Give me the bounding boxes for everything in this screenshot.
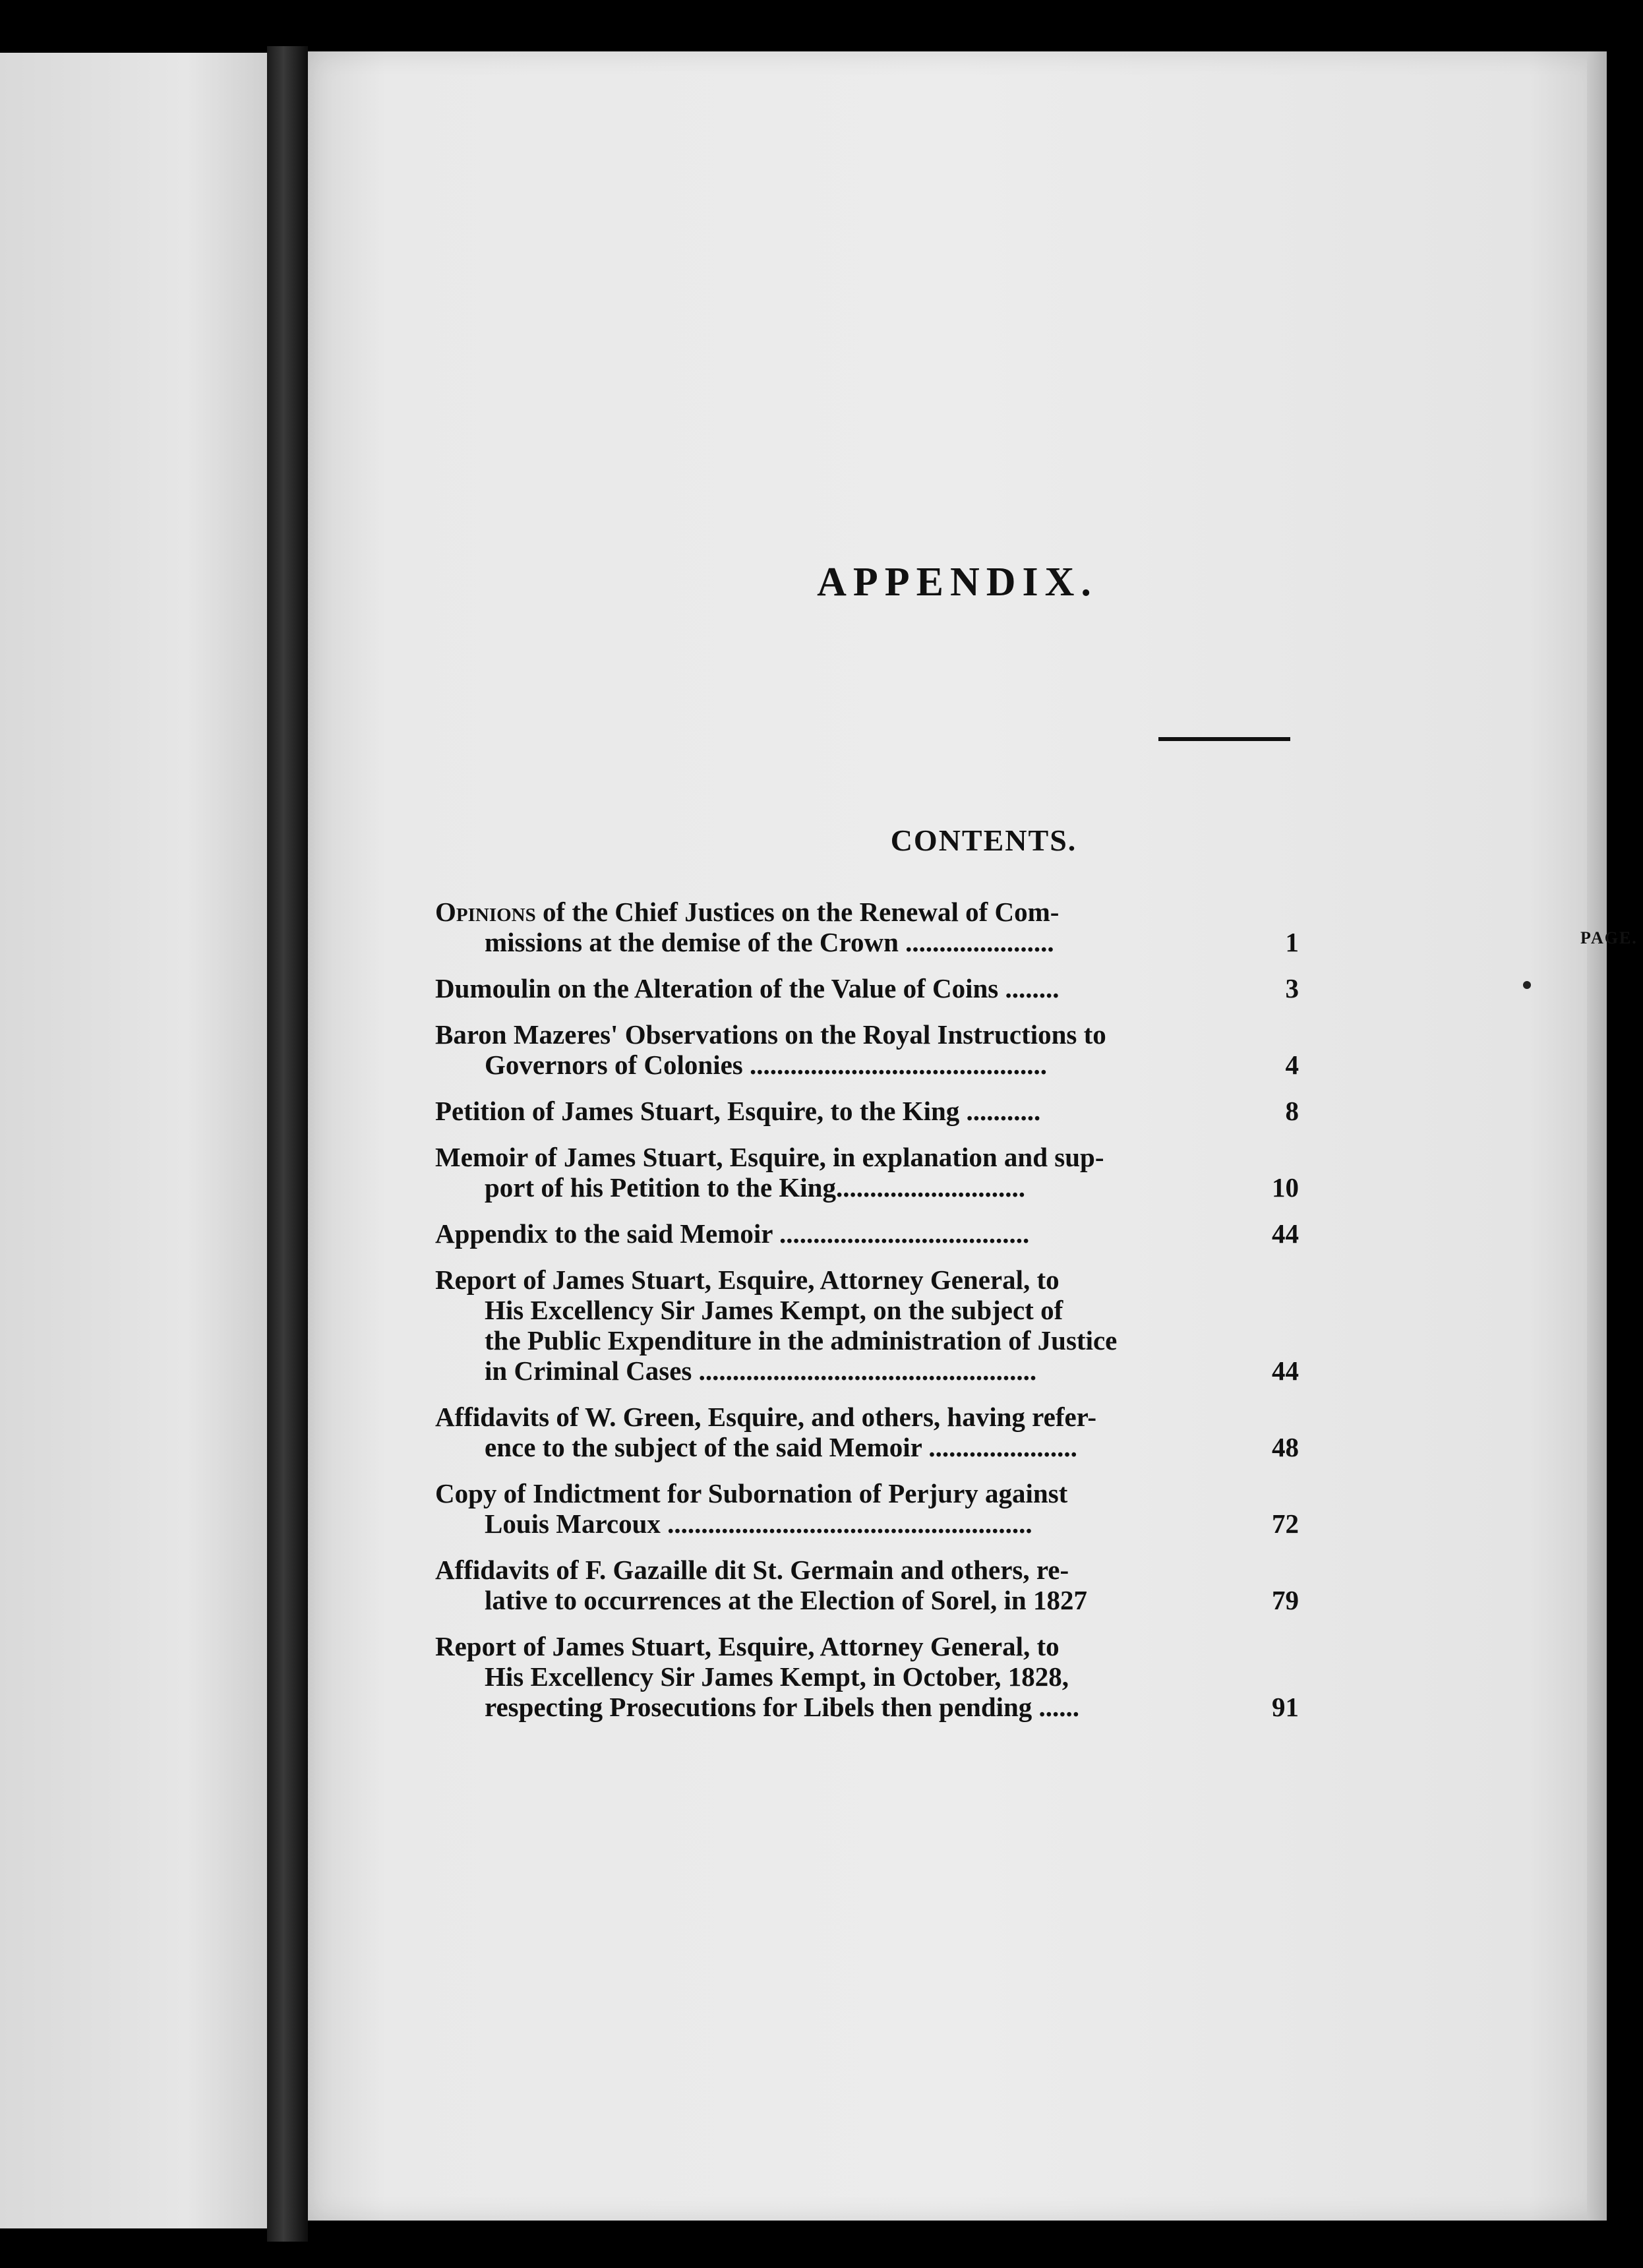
contents-entry xyxy=(435,1402,1312,1462)
contents-entry xyxy=(435,1631,1312,1722)
entry-text: missions at the demise of the Crown ...................... xyxy=(485,927,1054,957)
entry-page-number: 4 xyxy=(1285,1050,1299,1080)
entry-text: Appendix to the said Memoir ..................................... xyxy=(435,1218,1030,1249)
entry-line xyxy=(435,1325,1240,1356)
entry-page-number: 79 xyxy=(1272,1585,1299,1615)
entry-page-number: 3 xyxy=(1285,973,1299,1003)
entry-text: of the Chief Justices on the Renewal of Com- xyxy=(535,897,1060,927)
entry-line xyxy=(435,897,1240,927)
entry-text: respecting Prosecutions for Libels then pending ...... xyxy=(485,1692,1080,1722)
contents-entry xyxy=(435,1265,1312,1386)
entry-line xyxy=(435,1631,1240,1661)
contents-entry xyxy=(435,1555,1312,1615)
entry-page-number: 48 xyxy=(1272,1432,1299,1462)
contents-entry xyxy=(435,973,1312,1003)
entry-text: Baron Mazeres' Observations on the Royal Instructions to xyxy=(435,1019,1106,1050)
entry-text: Affidavits of F. Gazaille dit St. Germain and others, re- xyxy=(435,1555,1069,1585)
book-spine xyxy=(267,46,308,2242)
page-title: APPENDIX. xyxy=(817,560,1098,605)
entry-line xyxy=(435,1356,1240,1386)
entry-text: port of his Petition to the King............................ xyxy=(485,1172,1025,1203)
contents-entry xyxy=(435,1142,1312,1203)
entry-text: Affidavits of W. Green, Esquire, and others, having refer- xyxy=(435,1402,1096,1432)
contents-heading: CONTENTS. xyxy=(890,823,1077,857)
entry-line xyxy=(435,973,1240,1003)
entry-text: Memoir of James Stuart, Esquire, in explanation and sup- xyxy=(435,1142,1104,1172)
entry-page-number: 91 xyxy=(1272,1692,1299,1722)
entry-line xyxy=(435,1402,1240,1432)
entry-line xyxy=(435,927,1240,957)
entry-line xyxy=(435,1142,1240,1172)
entry-text: Report of James Stuart, Esquire, Attorney General, to xyxy=(435,1265,1060,1295)
entry-line xyxy=(435,1265,1240,1295)
entry-text: in Criminal Cases .................................................. xyxy=(485,1356,1037,1386)
contents-entry xyxy=(435,1096,1312,1126)
entry-line xyxy=(435,1508,1240,1539)
entry-line xyxy=(435,1172,1240,1203)
entry-line xyxy=(435,1096,1240,1126)
entry-text: Governors of Colonies ............................................ xyxy=(485,1050,1047,1080)
entry-line xyxy=(435,1218,1240,1249)
contents-entry xyxy=(435,1218,1312,1249)
entry-text: Copy of Indictment for Subornation of Perjury against xyxy=(435,1478,1068,1508)
entry-page-number: 8 xyxy=(1285,1096,1299,1126)
ink-speck xyxy=(1523,981,1531,989)
entry-text: His Excellency Sir James Kempt, on the subject of xyxy=(485,1295,1063,1325)
title-rule xyxy=(1158,737,1290,741)
contents-entry xyxy=(435,1478,1312,1539)
entry-page-number: 1 xyxy=(1285,927,1299,957)
entry-text: Louis Marcoux ...................................................... xyxy=(485,1508,1032,1539)
entry-line xyxy=(435,1661,1240,1692)
contents-entry xyxy=(435,1019,1312,1080)
entry-text: Report of James Stuart, Esquire, Attorney General, to xyxy=(435,1631,1060,1661)
entry-line xyxy=(435,1555,1240,1585)
entry-lead-word: Opinions xyxy=(435,897,536,927)
page-edge xyxy=(1587,51,1607,2221)
entry-line xyxy=(435,1585,1240,1615)
table-of-contents xyxy=(435,897,1312,1738)
entry-line xyxy=(435,1432,1240,1462)
entry-line xyxy=(435,1692,1240,1722)
entry-line xyxy=(435,1050,1240,1080)
entry-text: ence to the subject of the said Memoir ...................... xyxy=(485,1432,1077,1462)
entry-line xyxy=(435,1478,1240,1508)
entry-page-number: 72 xyxy=(1272,1508,1299,1539)
entry-text: the Public Expenditure in the administration of Justice xyxy=(485,1325,1118,1356)
entry-text: Petition of James Stuart, Esquire, to the King ........... xyxy=(435,1096,1041,1126)
entry-text: Dumoulin on the Alteration of the Value of Coins ........ xyxy=(435,973,1060,1003)
contents-entry xyxy=(435,897,1312,957)
entry-text: His Excellency Sir James Kempt, in October, 1828, xyxy=(485,1661,1069,1692)
entry-page-number: 44 xyxy=(1272,1218,1299,1249)
entry-text: lative to occurrences at the Election of Sorel, in 1827 xyxy=(485,1585,1087,1615)
facing-page xyxy=(0,53,267,2228)
page-column-label: PAGE. xyxy=(1580,928,1638,947)
entry-page-number: 44 xyxy=(1272,1356,1299,1386)
entry-page-number: 10 xyxy=(1272,1172,1299,1203)
entry-line xyxy=(435,1019,1240,1050)
entry-line xyxy=(435,1295,1240,1325)
